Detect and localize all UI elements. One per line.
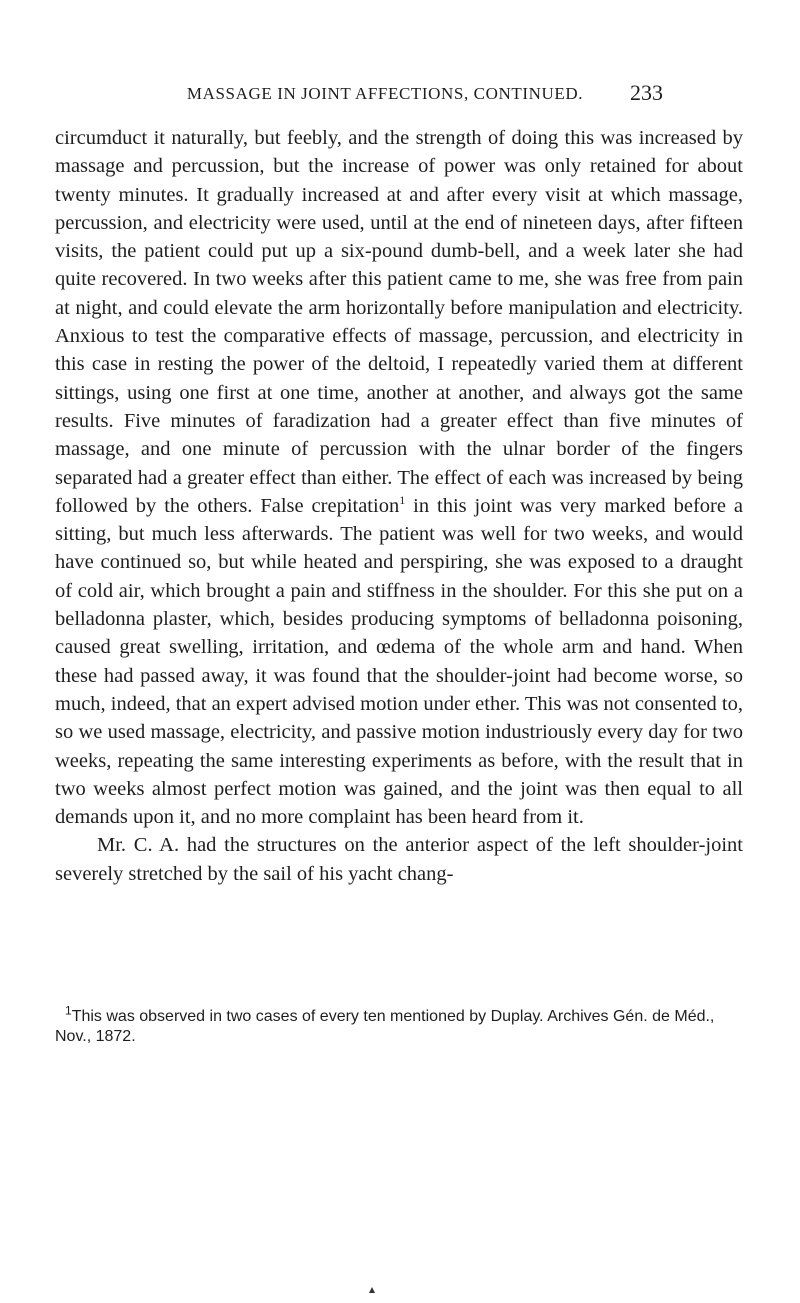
paragraph-text: circumduct it naturally, but feebly, and the strength of doing this was increased by massage and percussion, but the increase of power was only retained for about twenty minutes. It gradually increased at and after every visit at which massage, percussion, and electricity were used, until at the end of nineteen days, after fifteen visits, the patient could put up a six-pound dumb-bell, and a week later she had quite recovered. In two weeks after this patient came to me, she was free from pain at night, and could elevate the arm horizontally before manipulation and electricity. Anxious to test the comparative effects of massage, percussion, and electricity in this case in resting the power of the deltoid, I repeatedly varied them at different sittings, using one first at one time, another at another, and always got the same results. Five minutes of faradization had a greater effect than five minutes of massage, and one minute of percussion with the ulnar border of the fingers separated had a greater effect than either. The effect of each was increased by being followed by the others. False crepitation: [55, 127, 743, 517]
printer-mark-icon: [369, 1287, 375, 1293]
footnote-reference: 1: [399, 493, 406, 508]
running-header: MASSAGE IN JOINT AFFECTIONS, CONTINUED.: [186, 84, 584, 103]
footnote: [55, 1003, 743, 1047]
paragraph: Mr. C. A. had the structures on the anterior aspect of the left shoulder-joint severely stretched by the sail of his yacht chang-: [55, 834, 743, 885]
page-number: 233: [630, 80, 663, 105]
paragraph: [55, 124, 743, 831]
footnote-body: This was observed in two cases of every ten mentioned by Duplay. Archives Gén. de Méd., Nov., 1872.: [55, 1008, 715, 1045]
footnote-marker: 1: [65, 1003, 72, 1018]
paragraph-text: in this joint was very marked before a sitting, but much less afterwards. The patient was well for two weeks, and would have continued so, but while heated and perspiring, she was exposed to a draught of cold air, which brought a pain and stiffness in the shoulder. For this she put on a belladonna plaster, which, besides producing symptoms of belladonna poisoning, caused great swelling, irritation, and œdema of the whole arm and hand. When these had passed away, it was found that the shoulder-joint had become worse, so much, indeed, that an expert advised motion under ether. This was not consented to, so we used massage, electricity, and passive motion industriously every day for two weeks, repeating the same interesting experiments as before, with the result that in two weeks almost perfect motion was gained, and the joint was then equal to all demands upon it, and no more complaint has been heard from it.: [55, 494, 743, 829]
footnote-text: [55, 1003, 743, 1047]
body-text: [55, 124, 743, 888]
